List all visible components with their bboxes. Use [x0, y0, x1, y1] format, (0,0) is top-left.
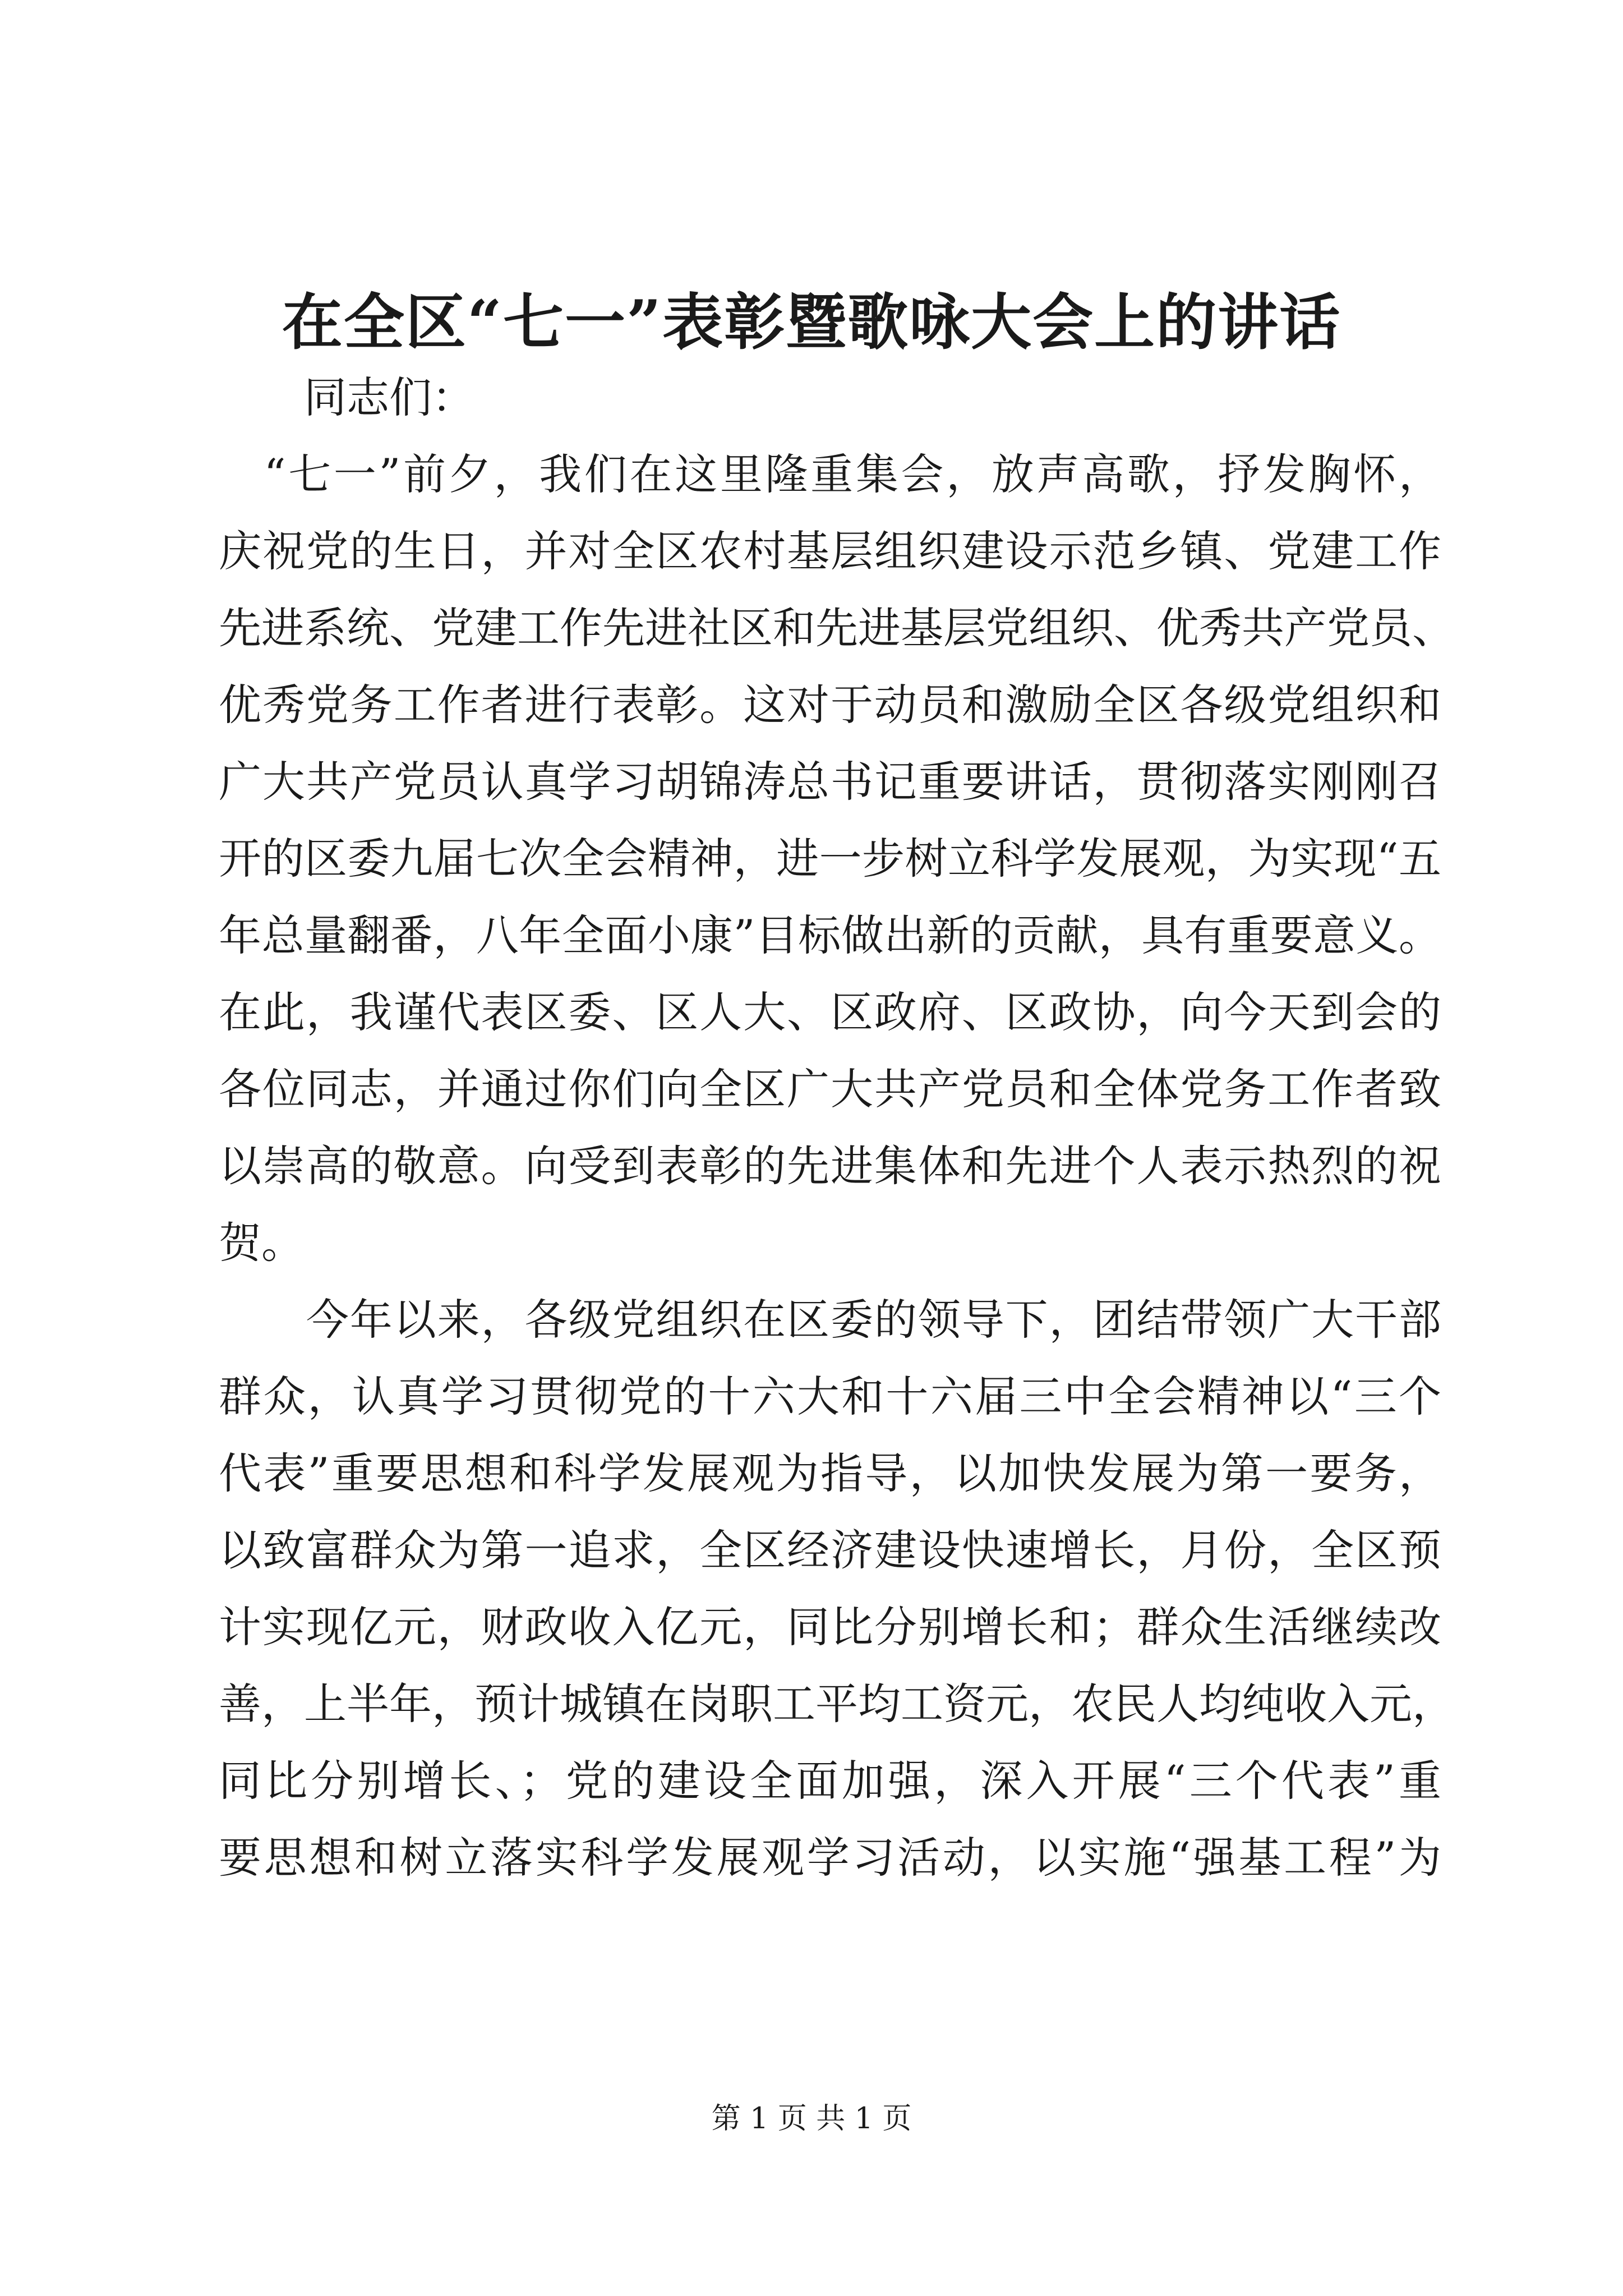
document-title: 在全区“七一”表彰暨歌咏大会上的讲话	[282, 287, 1341, 358]
body-line: 要思想和树立落实科学发展观学习活动，以实施“强基工程”为	[219, 1833, 1441, 1883]
body-line: 贺。	[219, 1218, 304, 1268]
body-line: 计实现亿元，财政收入亿元，同比分别增长和；群众生活继续改	[219, 1602, 1441, 1652]
body-line: 群众，认真学习贯彻党的十六大和十六届三中全会精神以“三个	[219, 1372, 1441, 1421]
document-body	[219, 359, 1455, 1896]
body-line: 先进系统、党建工作先进社区和先进基层党组织、优秀共产党员、	[219, 603, 1455, 653]
body-line: 以致富群众为第一追求，全区经济建设快速增长，月份，全区预	[219, 1525, 1441, 1575]
body-line: 善，上半年，预计城镇在岗职工平均工资元，农民人均纯收入元，	[219, 1679, 1455, 1729]
body-line: 各位同志，并通过你们向全区广大共产党员和全体党务工作者致	[219, 1064, 1441, 1114]
body-line: “七一”前夕，我们在这里隆重集会，放声高歌，抒发胸怀，	[219, 449, 1441, 499]
body-line: 今年以来，各级党组织在区委的领导下，团结带领广大干部	[219, 1295, 1441, 1345]
body-line: 庆祝党的生日，并对全区农村基层组织建设示范乡镇、党建工作	[219, 526, 1441, 576]
body-line: 开的区委九届七次全会精神，进一步树立科学发展观，为实现“五	[219, 834, 1441, 884]
body-line: 同比分别增长、；党的建设全面加强，深入开展“三个代表”重	[219, 1756, 1441, 1806]
salutation-line: 同志们：	[219, 372, 474, 422]
page-footer: 第 1 页 共 1 页	[711, 2102, 912, 2136]
body-line: 在此，我谨代表区委、区人大、区政府、区政协，向今天到会的	[219, 987, 1441, 1037]
body-line: 代表”重要思想和科学发展观为指导，以加快发展为第一要务，	[219, 1448, 1441, 1498]
body-line: 广大共产党员认真学习胡锦涛总书记重要讲话，贯彻落实刚刚召	[219, 757, 1441, 807]
body-line: 优秀党务工作者进行表彰。这对于动员和激励全区各级党组织和	[219, 680, 1441, 730]
body-line: 年总量翻番，八年全面小康”目标做出新的贡献，具有重要意义。	[219, 910, 1441, 960]
body-line: 以崇高的敬意。向受到表彰的先进集体和先进个人表示热烈的祝	[219, 1141, 1441, 1191]
